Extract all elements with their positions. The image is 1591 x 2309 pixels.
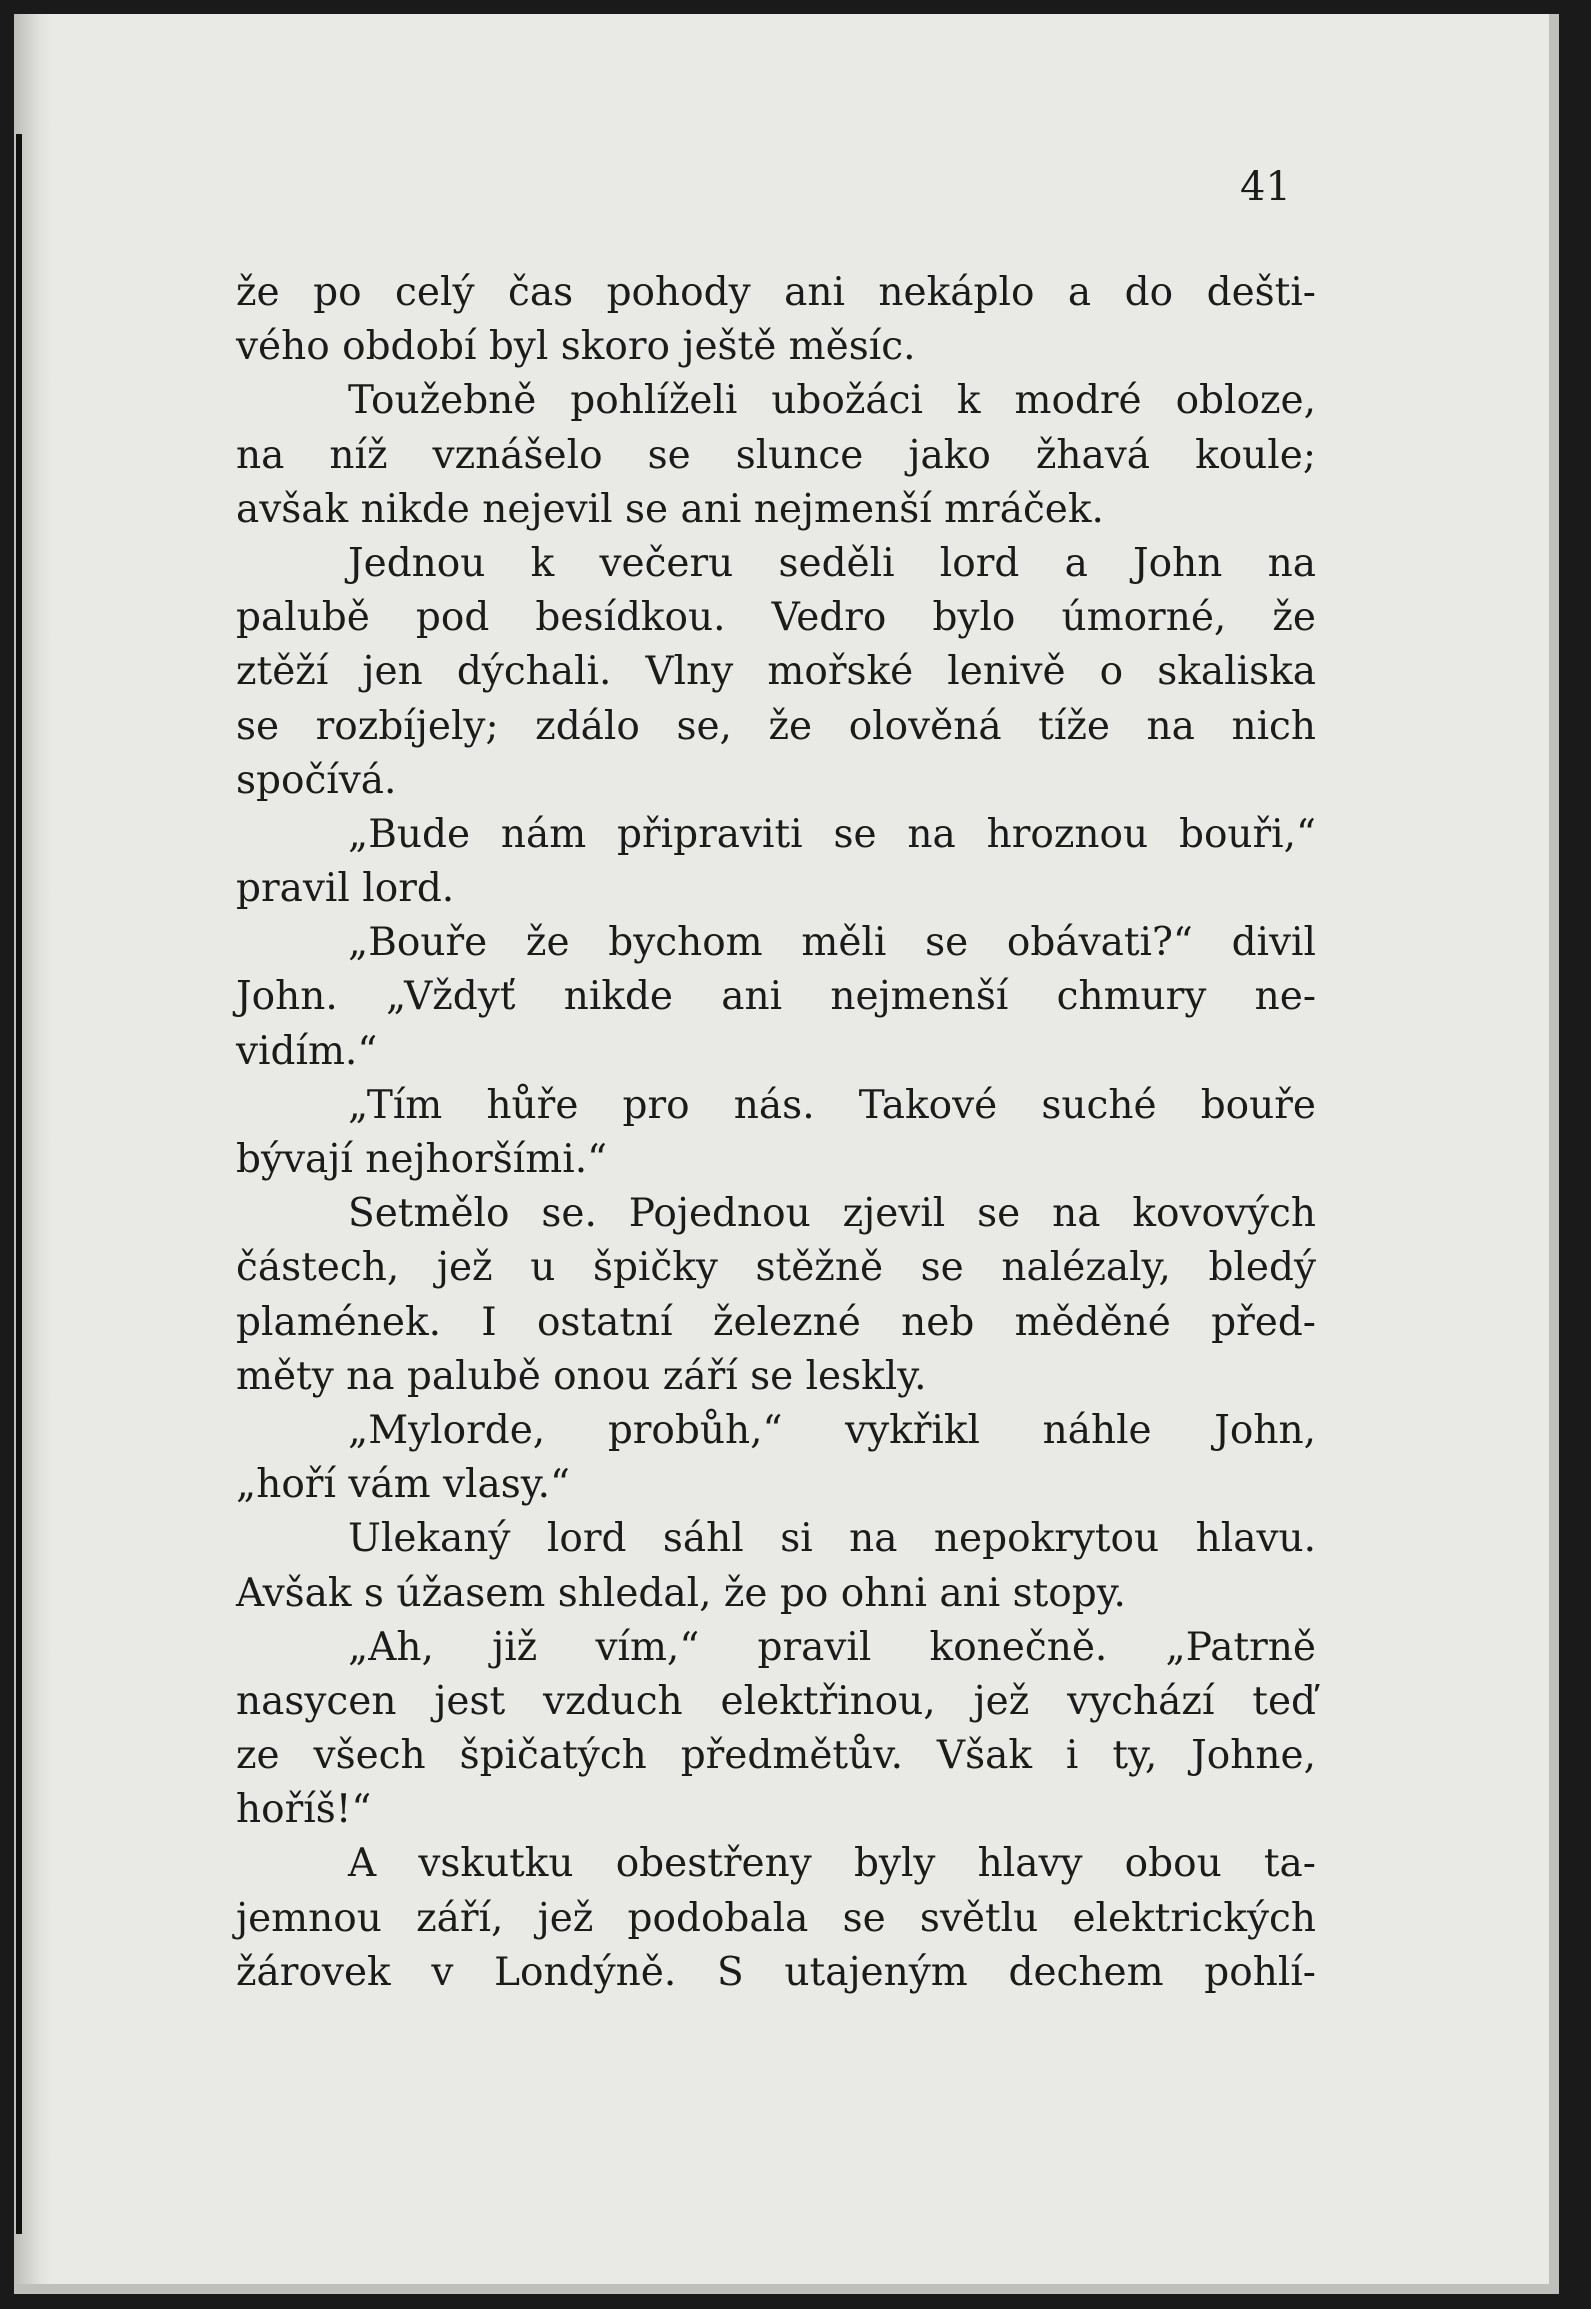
text-line: palubě pod besídkou. Vedro bylo úmorné, že [236,595,1316,641]
text-line: „Tím hůře pro nás. Takové suché bouře [348,1082,1316,1128]
text-line: „Bouře že bychom měli se obávati?“ divil [348,920,1316,966]
binding-edge [16,134,22,2234]
text-line: Ulekaný lord sáhl si na nepokrytou hlavu. [348,1516,1316,1562]
text-line: hoříš!“ [236,1787,372,1833]
text-line: A vskutku obestřeny byly hlavy obou ta- [348,1841,1316,1887]
text-line: bývají nejhoršími.“ [236,1137,608,1182]
text-line: Setmělo se. Pojednou zjevil se na kovových [348,1191,1316,1237]
text-line: Toužebně pohlíželi ubožáci k modré obloze, [348,378,1316,424]
text-line: ze všech špičatých předmětův. Však i ty, Johne, [236,1733,1316,1779]
body-text [236,266,1316,2000]
book-page [14,14,1559,2294]
text-line: „Ah, již vím,“ pravil konečně. „Patrně [348,1624,1316,1670]
text-line: spočívá. [236,757,397,803]
text-line: ztěží jen dýchali. Vlny mořské lenivě o skaliska [236,649,1316,695]
text-line: jemnou září, jež podobala se světlu elektrických [236,1895,1316,1941]
text-line: měty na palubě onou září se leskly. [236,1353,927,1399]
text-line: Jednou k večeru seděli lord a John na [348,540,1316,586]
text-line: vého období byl skoro ještě měsíc. [236,324,916,370]
text-line: se rozbíjely; zdálo se, že olověná tíže na nich [236,703,1316,749]
text-line: na níž vznášelo se slunce jako žhavá koule; [236,432,1316,478]
text-line: „Mylorde, probůh,“ vykřikl náhle John, [348,1407,1316,1453]
page-number: 41 [1240,164,1291,210]
text-line: žárovek v Londýně. S utajeným dechem pohlí- [236,1949,1316,1995]
text-line: částech, jež u špičky stěžně se nalézaly, bledý [236,1245,1316,1291]
text-line: „hoří vám vlasy.“ [236,1462,570,1508]
text-line: že po celý čas pohody ani nekáplo a do dešti- [236,270,1316,315]
text-line: pravil lord. [236,866,455,912]
page-right-edge [1549,14,1559,2294]
text-line: avšak nikde nejevil se ani nejmenší mráček. [236,486,1104,532]
text-line: John. „Vždyť nikde ani nejmenší chmury ne- [236,974,1316,1020]
text-line: nasycen jest vzduch elektřinou, jež vychází teď [236,1678,1316,1724]
text-line: „Bude nám připraviti se na hroznou bouři,“ [348,811,1316,857]
text-line: Avšak s úžasem shledal, že po ohni ani stopy. [236,1570,1126,1616]
text-line: plamének. I ostatní železné neb měděné před- [236,1299,1316,1345]
text-line: vidím.“ [236,1028,378,1074]
page-bottom-edge [14,2284,1559,2294]
